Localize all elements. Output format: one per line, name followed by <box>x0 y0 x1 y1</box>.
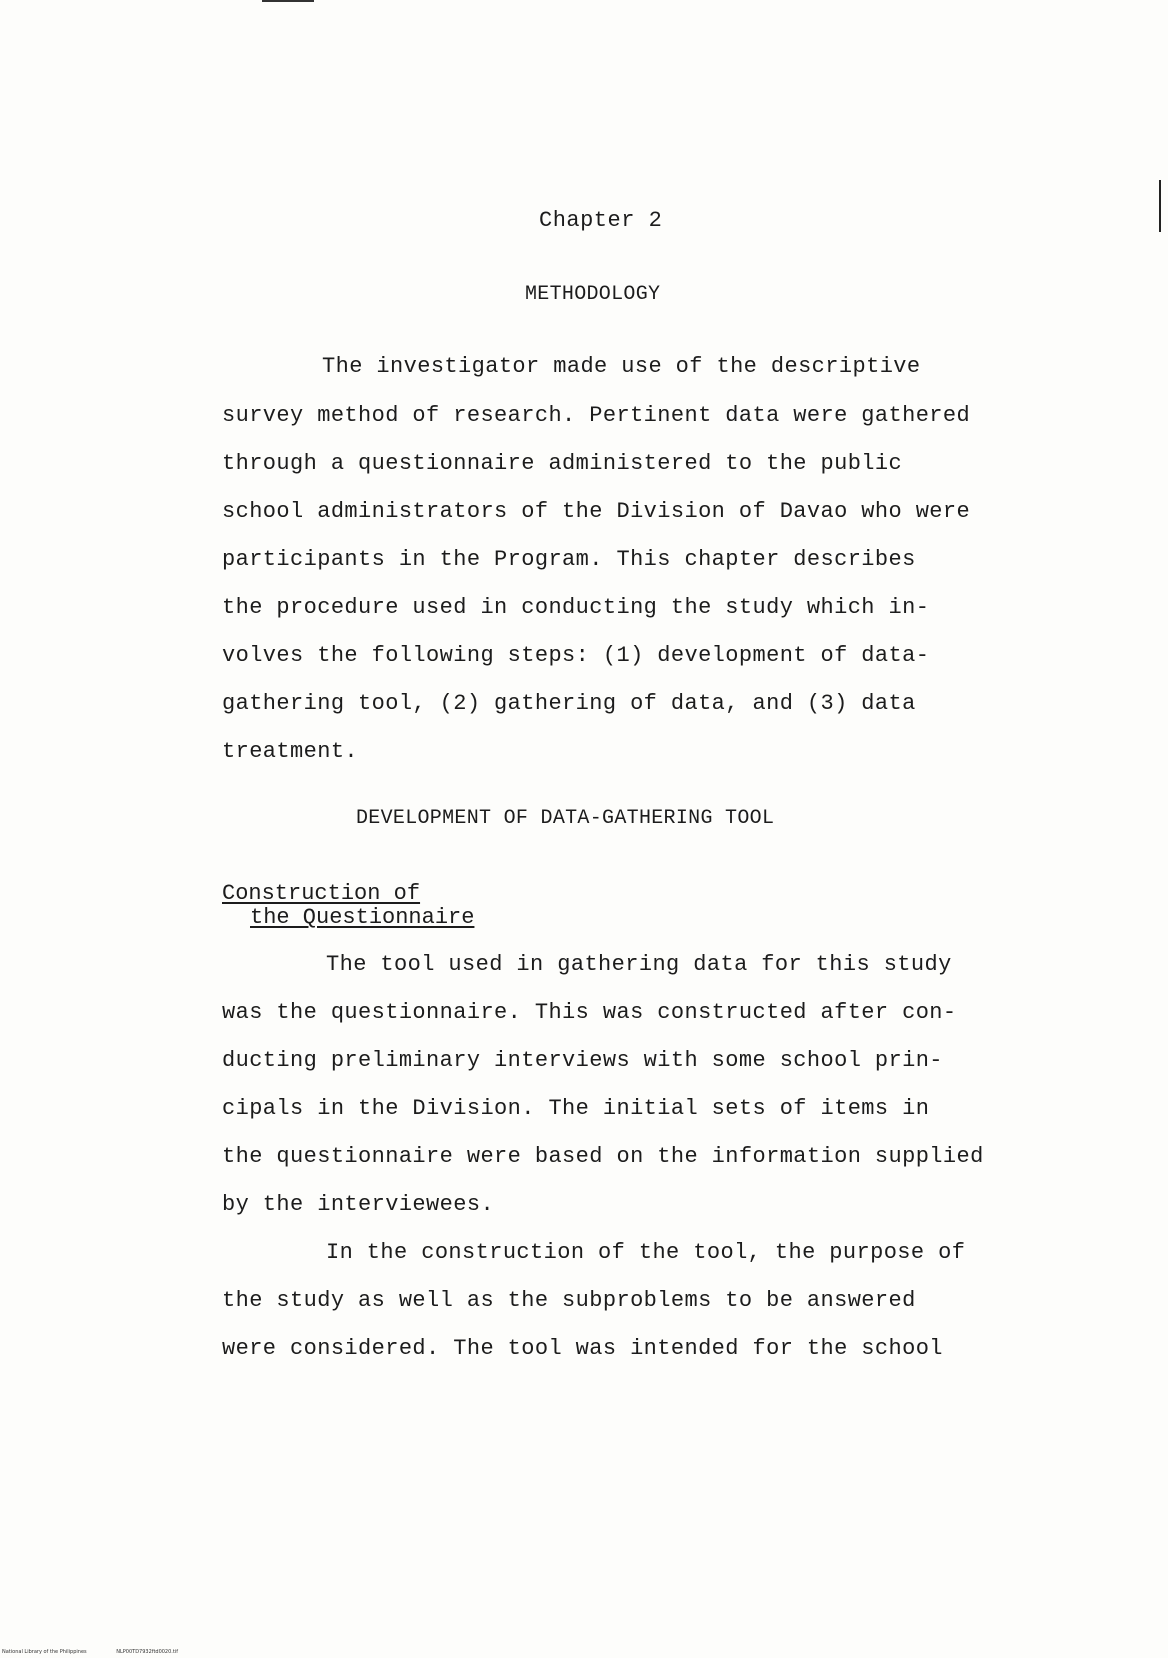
chapter-title: Chapter 2 <box>539 208 663 233</box>
paragraph-two-line: cipals in the Division. The initial sets of items in <box>222 1096 930 1121</box>
intro-line: school administrators of the Division of Davao who were <box>222 499 971 524</box>
paragraph-three-line: In the construction of the tool, the purpose of <box>326 1240 966 1265</box>
paragraph-two-line: The tool used in gathering data for this study <box>326 952 952 977</box>
paragraph-three-line: the study as well as the subproblems to be answered <box>222 1288 916 1313</box>
side-heading-line-1: Construction of <box>222 881 421 906</box>
side-heading <box>222 882 474 930</box>
subsection-heading: DEVELOPMENT OF DATA-GATHERING TOOL <box>356 807 775 830</box>
side-heading-line-2: the Questionnaire <box>250 905 475 930</box>
paragraph-three-line: were considered. The tool was intended for the school <box>222 1336 943 1361</box>
intro-line: treatment. <box>222 739 359 764</box>
scan-footer <box>2 1649 206 1655</box>
scan-mark-margin <box>1159 180 1161 232</box>
footer-file-id: NLP00TD7932ftd0020.tif <box>116 1649 178 1655</box>
paragraph-two-line: by the interviewees. <box>222 1192 495 1217</box>
footer-library: National Library of the Philippines <box>2 1649 87 1655</box>
intro-line: the procedure used in conducting the study which in- <box>222 595 930 620</box>
intro-line: through a questionnaire administered to the public <box>222 451 903 476</box>
intro-line: participants in the Program. This chapter describes <box>222 547 916 572</box>
paragraph-two-line: the questionnaire were based on the information supplied <box>222 1144 984 1169</box>
paragraph-two-line: ducting preliminary interviews with some school prin- <box>222 1048 943 1073</box>
intro-line: The investigator made use of the descriptive <box>322 354 921 379</box>
paragraph-two-line: was the questionnaire. This was constructed after con- <box>222 1000 957 1025</box>
intro-line: gathering tool, (2) gathering of data, and (3) data <box>222 691 916 716</box>
intro-line: volves the following steps: (1) development of data- <box>222 643 930 668</box>
section-heading: METHODOLOGY <box>525 283 661 306</box>
intro-line: survey method of research. Pertinent data were gathered <box>222 403 971 428</box>
scan-mark-top <box>262 0 314 2</box>
